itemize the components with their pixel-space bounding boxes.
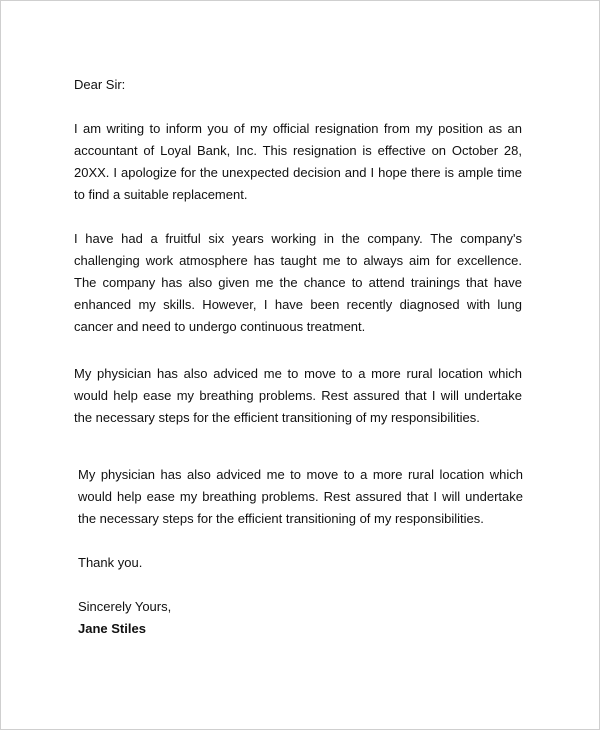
letter-paragraph-4: My physician has also adviced me to move to a more rural location which would help ease my breathing problems. Rest assured that I will undertake the necessary steps for the efficient transitioning of my responsibilities.: [78, 467, 523, 526]
letter-greeting: Dear Sir:: [74, 77, 126, 92]
letter-thanks: Thank you.: [78, 555, 143, 570]
signature-name: Jane Stiles: [78, 621, 146, 636]
letter-closing: Sincerely Yours,: [78, 599, 172, 614]
letter-paragraph-2: I have had a fruitful six years working in the company. The company's challenging work atmosphere has taught me to always aim for excellence. The company has also given me the chance to attend trainings that have enhanced my skills. However, I have been recently diagnosed with lung cancer and need to undergo continuous treatment.: [74, 231, 522, 334]
letter-paragraph-1: I am writing to inform you of my official resignation from my position as an accountant of Loyal Bank, Inc. This resignation is effective on October 28, 20XX. I apologize for the unexpected decision and I hope there is ample time to find a suitable replacement.: [74, 121, 522, 202]
letter-paragraph-3: My physician has also adviced me to move to a more rural location which would help ease my breathing problems. Rest assured that I will undertake the necessary steps for the efficient transitioning of my responsibilities.: [74, 366, 522, 425]
